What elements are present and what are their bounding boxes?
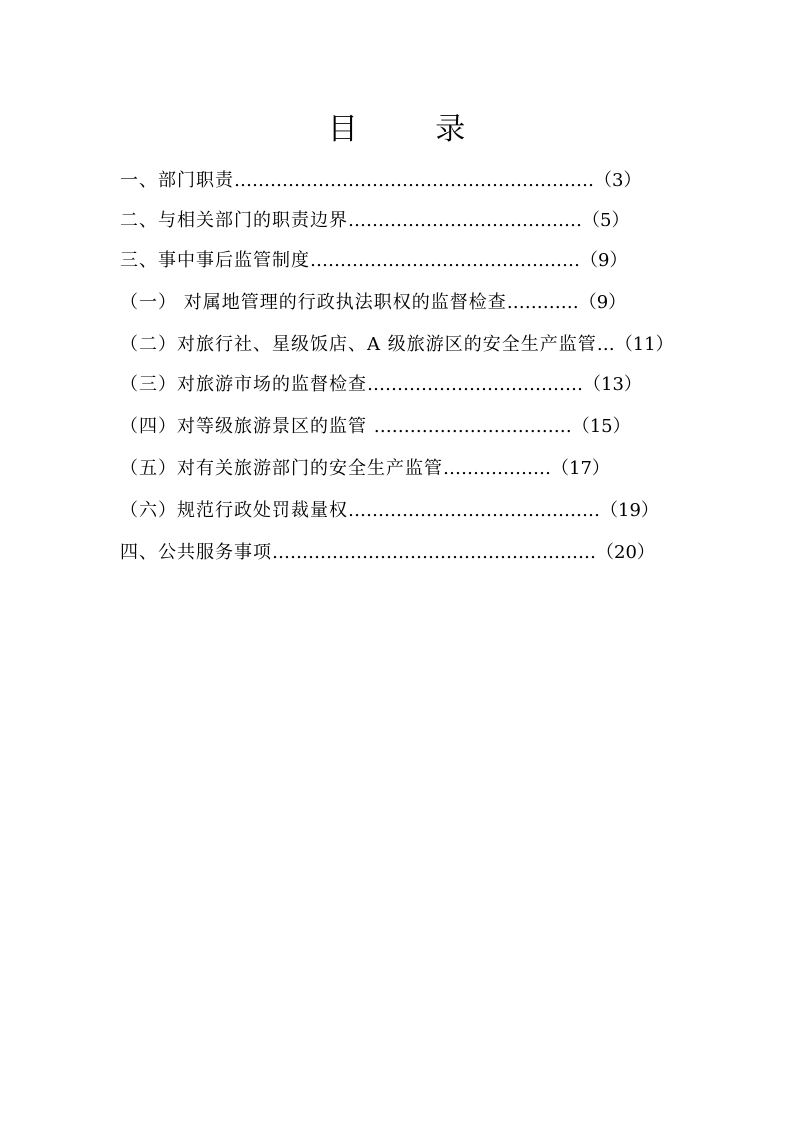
toc-page-number: （13） (583, 374, 642, 395)
toc-entry (120, 496, 680, 526)
toc-page-number: （9） (578, 292, 627, 313)
toc-leader-dots: ……………………………… (367, 374, 583, 395)
toc-entry (120, 454, 680, 484)
toc-entry (120, 246, 680, 276)
toc-title: 目 录 (327, 112, 500, 147)
toc-entry (120, 288, 680, 318)
toc-entry-label: （五）对有关旅游部门的安全生产监管 (120, 458, 443, 479)
toc-page-number: （11） (614, 334, 674, 355)
toc-leader-dots: ……………………………………………… (272, 542, 596, 563)
toc-entry-label: （六）规范行政处罚裁量权 (120, 500, 348, 521)
toc-entry-label: （四）对等级旅游景区的监管 (120, 416, 374, 437)
toc-entry (120, 206, 680, 236)
toc-leader-dots: ……………………………………… (310, 250, 580, 271)
toc-entry-label: （三）对旅游市场的监督检查 (120, 374, 367, 395)
toc-entry-label: 一、部门职责 (120, 170, 234, 191)
toc-entry-label: （二）对旅行社、星级饭店、A 级旅游区的安全生产监管 (120, 334, 597, 355)
toc-entry (120, 538, 680, 568)
toc-leader-dots: … (596, 334, 615, 355)
toc-entry (120, 330, 680, 360)
toc-leader-dots: ………… (506, 292, 579, 313)
toc-leader-dots: …………………………………… (348, 500, 600, 521)
toc-entry (120, 166, 680, 196)
toc-page-number: （9） (580, 250, 628, 271)
toc-leader-dots: …………………………… (373, 416, 572, 437)
toc-entry (120, 370, 680, 400)
toc-entry (120, 412, 680, 442)
toc-leader-dots: …………………………………………………… (234, 170, 594, 191)
toc-leader-dots: ………………………………… (348, 210, 582, 231)
toc-leader-dots: ……………… (443, 458, 551, 479)
toc-page-number: （3） (594, 170, 642, 191)
toc-page-number: （15） (571, 416, 631, 437)
toc-page-number: （5） (582, 210, 630, 231)
toc-entry-label: 二、与相关部门的职责边界 (120, 210, 348, 231)
toc-page-number: （19） (600, 500, 659, 521)
toc-entry-label: 三、事中事后监管制度 (120, 250, 310, 271)
toc-entry-label: 四、公共服务事项 (120, 542, 272, 563)
toc-entry-label: （一） 对属地管理的行政执法职权的监督检查 (120, 292, 507, 313)
toc-page-number: （20） (596, 542, 655, 563)
toc-page-number: （17） (551, 458, 610, 479)
